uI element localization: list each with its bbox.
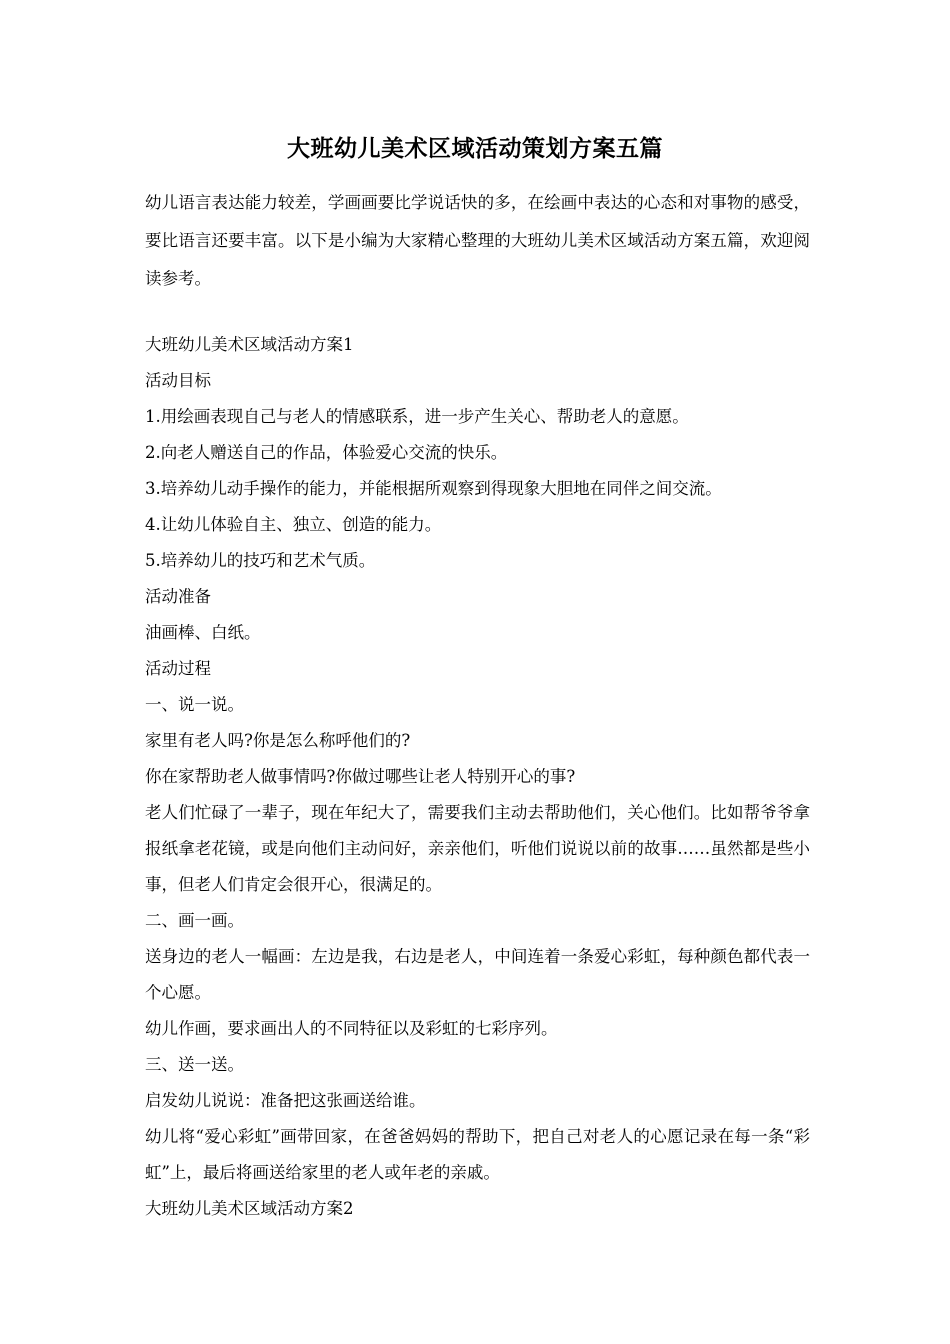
body-paragraph: 老人们忙碌了一辈子，现在年纪大了，需要我们主动去帮助他们，关心他们。比如帮爷爷拿报纸拿老花镜，或是向他们主动问好，亲亲他们，听他们说说以前的故事……虽然都是些小事，但老人们肯定会很开心，很满足的。: [145, 803, 810, 894]
body-paragraph: 家里有老人吗?你是怎么称呼他们的?: [145, 731, 411, 750]
body-paragraph: 二、画一画。: [145, 911, 244, 930]
body-paragraph: 4.让幼儿体验自主、独立、创造的能力。: [145, 515, 442, 534]
body-paragraph: 启发幼儿说说：准备把这张画送给谁。: [145, 1091, 426, 1110]
subheading: 活动准备: [145, 587, 211, 606]
body-paragraph: 三、送一送。: [145, 1055, 244, 1074]
document-title: 大班幼儿美术区域活动策划方案五篇: [287, 135, 663, 162]
body-paragraph: 送身边的老人一幅画：左边是我，右边是老人，中间连着一条爱心彩虹，每种颜色都代表一个心愿。: [145, 947, 810, 1002]
document-body: [145, 327, 810, 1227]
body-paragraph: 油画棒、白纸。: [145, 623, 261, 642]
body-paragraph: 幼儿将“爱心彩虹”画带回家，在爸爸妈妈的帮助下，把自己对老人的心愿记录在每一条“彩虹”上，最后将画送给家里的老人或年老的亲戚。: [145, 1127, 810, 1182]
body-paragraph: 你在家帮助老人做事情吗?你做过哪些让老人特别开心的事?: [145, 767, 576, 786]
section-heading: 大班幼儿美术区域活动方案2: [145, 1199, 354, 1218]
body-paragraph: 5.培养幼儿的技巧和艺术气质。: [145, 551, 376, 570]
section-heading: 大班幼儿美术区域活动方案1: [145, 335, 354, 354]
subheading: 活动目标: [145, 371, 211, 390]
body-paragraph: 3.培养幼儿动手操作的能力，并能根据所观察到得现象大胆地在同伴之间交流。: [145, 479, 722, 498]
body-paragraph: 一、说一说。: [145, 695, 244, 714]
body-paragraph: 1.用绘画表现自己与老人的情感联系，进一步产生关心、帮助老人的意愿。: [145, 407, 689, 426]
intro-paragraph: 幼儿语言表达能力较差，学画画要比学说话快的多，在绘画中表达的心态和对事物的感受，要比语言还要丰富。以下是小编为大家精心整理的大班幼儿美术区域活动方案五篇，欢迎阅读参考。: [145, 193, 810, 288]
body-paragraph: 2.向老人赠送自己的作品，体验爱心交流的快乐。: [145, 443, 508, 462]
body-paragraph: 幼儿作画，要求画出人的不同特征以及彩虹的七彩序列。: [145, 1019, 558, 1038]
subheading: 活动过程: [145, 659, 211, 678]
